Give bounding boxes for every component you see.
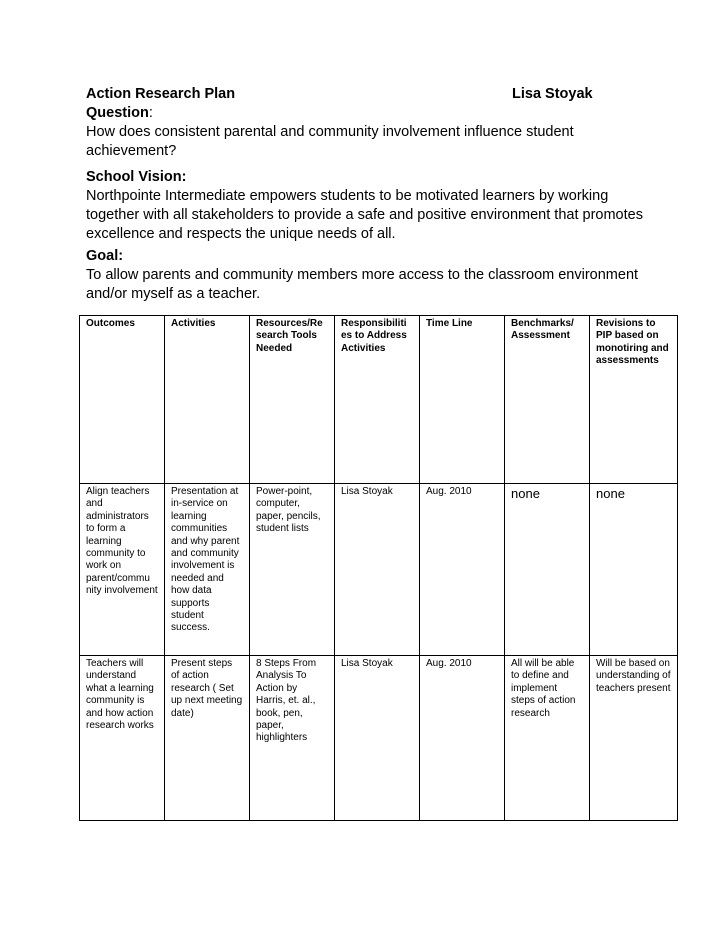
- header-outcomes: Outcomes: [80, 316, 165, 484]
- table-header-row: [80, 316, 678, 484]
- header-responsibilities: Responsibiliti es to Address Activities: [335, 316, 420, 484]
- document-header: [86, 86, 606, 102]
- goal-text: To allow parents and community members more access to the classroom environment and/or myself as a teacher.: [86, 267, 639, 302]
- header-activities: Activities: [165, 316, 250, 484]
- question-colon: :: [148, 105, 153, 121]
- cell-benchmark: All will be able to define and implement steps of action research: [505, 656, 590, 821]
- table-row: [80, 484, 678, 656]
- vision-section: [86, 168, 646, 244]
- cell-activity: Presentation at in-service on learning communities and why parent and community involvement is needed and how data supports student success.: [165, 484, 250, 656]
- vision-label: School Vision:: [86, 169, 187, 185]
- goal-section: [86, 247, 646, 304]
- cell-resources: 8 Steps From Analysis To Action by Harris, et. al., book, pen, paper, highlighters: [250, 656, 335, 821]
- cell-resources: Power-point, computer, paper, pencils, student lists: [250, 484, 335, 656]
- cell-outcome: Align teachers and administrators to form a learning community to work on parent/commu nity involvement: [80, 484, 165, 656]
- vision-text: Northpointe Intermediate empowers students to be motivated learners by working together with all stakeholders to provide a safe and positive environment that promotes excellence and respects the unique needs of all.: [86, 188, 643, 242]
- header-resources: Resources/Re search Tools Needed: [250, 316, 335, 484]
- question-section: [86, 104, 646, 161]
- header-benchmarks: Benchmarks/ Assessment: [505, 316, 590, 484]
- document-title: Action Research Plan: [86, 86, 236, 102]
- cell-responsibility: Lisa Stoyak: [335, 656, 420, 821]
- cell-timeline: Aug. 2010: [420, 484, 505, 656]
- cell-revision: none: [590, 484, 678, 656]
- header-revisions: Revisions to PIP based on monotiring and assessments: [590, 316, 678, 484]
- table-row: [80, 656, 678, 821]
- cell-timeline: Aug. 2010: [420, 656, 505, 821]
- action-plan-table: [79, 315, 678, 821]
- cell-revision: Will be based on understanding of teachers present: [590, 656, 678, 821]
- cell-activity: Present steps of action research ( Set up next meeting date): [165, 656, 250, 821]
- question-text: How does consistent parental and community involvement influence student achievement?: [86, 124, 574, 159]
- cell-benchmark: none: [505, 484, 590, 656]
- cell-outcome: Teachers will understand what a learning community is and how action research works: [80, 656, 165, 821]
- author-name: Lisa Stoyak: [512, 86, 593, 102]
- question-label: Question: [86, 105, 149, 121]
- goal-label: Goal:: [86, 248, 124, 264]
- cell-responsibility: Lisa Stoyak: [335, 484, 420, 656]
- header-timeline: Time Line: [420, 316, 505, 484]
